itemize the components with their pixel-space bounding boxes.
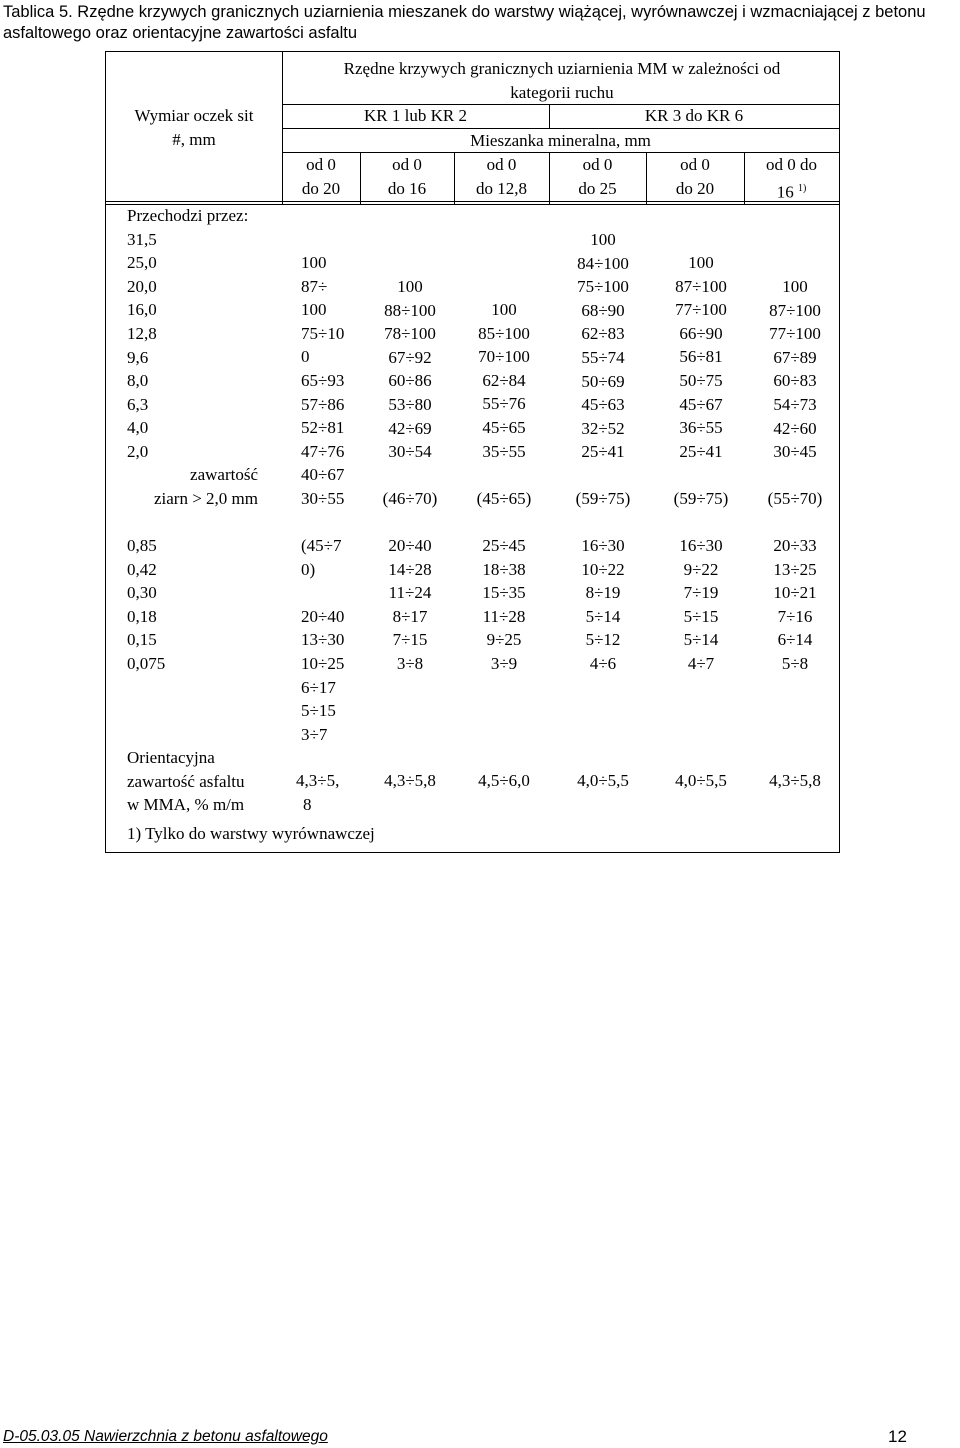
page-number: 12 bbox=[888, 1427, 907, 1446]
column-header-2: od 0 do 16 bbox=[387, 155, 427, 198]
header-mixture: Mieszanka mineralna, mm bbox=[470, 131, 651, 150]
block1-col-4: 100 84÷100 75÷100 68÷90 62÷83 55÷74 50÷69 45÷63 32÷52 25÷41 bbox=[577, 230, 629, 462]
block2-col-4: 16÷30 10÷22 8÷19 5÷14 5÷12 4÷6 bbox=[581, 536, 625, 673]
block1-col-6: 100 87÷100 77÷100 67÷89 60÷83 54÷73 42÷60 30÷45 bbox=[769, 277, 821, 462]
block1-col-3-content: (45÷65) bbox=[476, 489, 532, 508]
block2-col-1: (45÷7 0) 20÷40 13÷30 10÷25 6÷17 5÷15 3÷7 bbox=[301, 536, 345, 744]
column-header-3: od 0 do 12,8 bbox=[476, 155, 527, 198]
column-header-5: od 0 do 20 bbox=[675, 155, 715, 198]
block2-col-5: 16÷30 9÷22 7÷19 5÷15 5÷14 4÷7 bbox=[679, 536, 723, 673]
header-kr-3-6: KR 3 do KR 6 bbox=[644, 106, 744, 125]
asphalt-col-4: 4,0÷5,5 bbox=[577, 771, 629, 790]
block1-col-3: 100 85÷100 70÷100 62÷84 55÷76 45÷65 35÷55 bbox=[478, 300, 530, 461]
asphalt-label: Orientacyjna zawartość asfaltu w MMA, % m/m bbox=[127, 748, 245, 815]
block2-col-3: 25÷45 18÷38 15÷35 11÷28 9÷25 3÷9 bbox=[482, 536, 526, 673]
header-sieve-label: Wymiar oczek sit #, mm bbox=[134, 106, 254, 149]
asphalt-col-5: 4,0÷5,5 bbox=[675, 771, 727, 790]
table-caption: Tablica 5. Rzędne krzywych granicznych uziarnienia mieszanek do warstwy wiążącej, wyrównawczej i wzmacniającej z betonu asfaltowego oraz orientacyjne zawartości asfaltu bbox=[3, 3, 926, 42]
sieve-labels-block1: Przechodzi przez: 31,5 25,0 20,0 16,0 12,8 9,6 8,0 6,3 4,0 2,0 bbox=[127, 206, 249, 461]
column-header-4: od 0 do 25 bbox=[578, 155, 617, 198]
header-group-title: Rzędne krzywych granicznych uziarnienia MM w zależności od kategorii ruchu bbox=[343, 59, 781, 102]
asphalt-col-1: 4,3÷5, 8 bbox=[296, 771, 340, 814]
asphalt-col-2: 4,3÷5,8 bbox=[384, 771, 436, 790]
block1-col-6-content: (55÷70) bbox=[767, 489, 823, 508]
block2-col-6: 20÷33 13÷25 10÷21 7÷16 6÷14 5÷8 bbox=[773, 536, 817, 673]
sieve-labels-block2: 0,85 0,42 0,30 0,18 0,15 0,075 bbox=[127, 536, 166, 673]
rule-header-bottom-1 bbox=[106, 201, 839, 202]
block1-col-2-content: (46÷70) bbox=[382, 489, 438, 508]
column-header-1: od 0 do 20 bbox=[301, 155, 341, 198]
document-footer: D-05.03.05 Nawierzchnia z betonu asfaltowego bbox=[3, 1428, 328, 1445]
table-footnote: 1) Tylko do warstwy wyrównawczej bbox=[127, 824, 375, 843]
block1-col-2: 100 88÷100 78÷100 67÷92 60÷86 53÷80 42÷69 30÷54 bbox=[384, 277, 436, 462]
asphalt-col-6: 4,3÷5,8 bbox=[769, 771, 821, 790]
block2-col-2: 20÷40 14÷28 11÷24 8÷17 7÷15 3÷8 bbox=[388, 536, 432, 673]
block1-col-1: 100 87÷ 100 75÷10 0 65÷93 57÷86 52÷81 47÷76 40÷67 30÷55 bbox=[301, 253, 345, 508]
column-header-6: od 0 do 16 $^{1)}$ bbox=[766, 155, 817, 202]
header-kr-1-2: KR 1 lub KR 2 bbox=[364, 106, 467, 125]
label-zawartosc: zawartość ziarn > 2,0 mm bbox=[153, 465, 258, 508]
asphalt-col-3: 4,5÷6,0 bbox=[478, 771, 530, 790]
block1-col-5-content: (59÷75) bbox=[673, 489, 729, 508]
block1-col-5: 100 87÷100 77÷100 66÷90 56÷81 50÷75 45÷67 36÷55 25÷41 bbox=[675, 253, 727, 461]
block1-col-4-content: (59÷75) bbox=[575, 489, 631, 508]
